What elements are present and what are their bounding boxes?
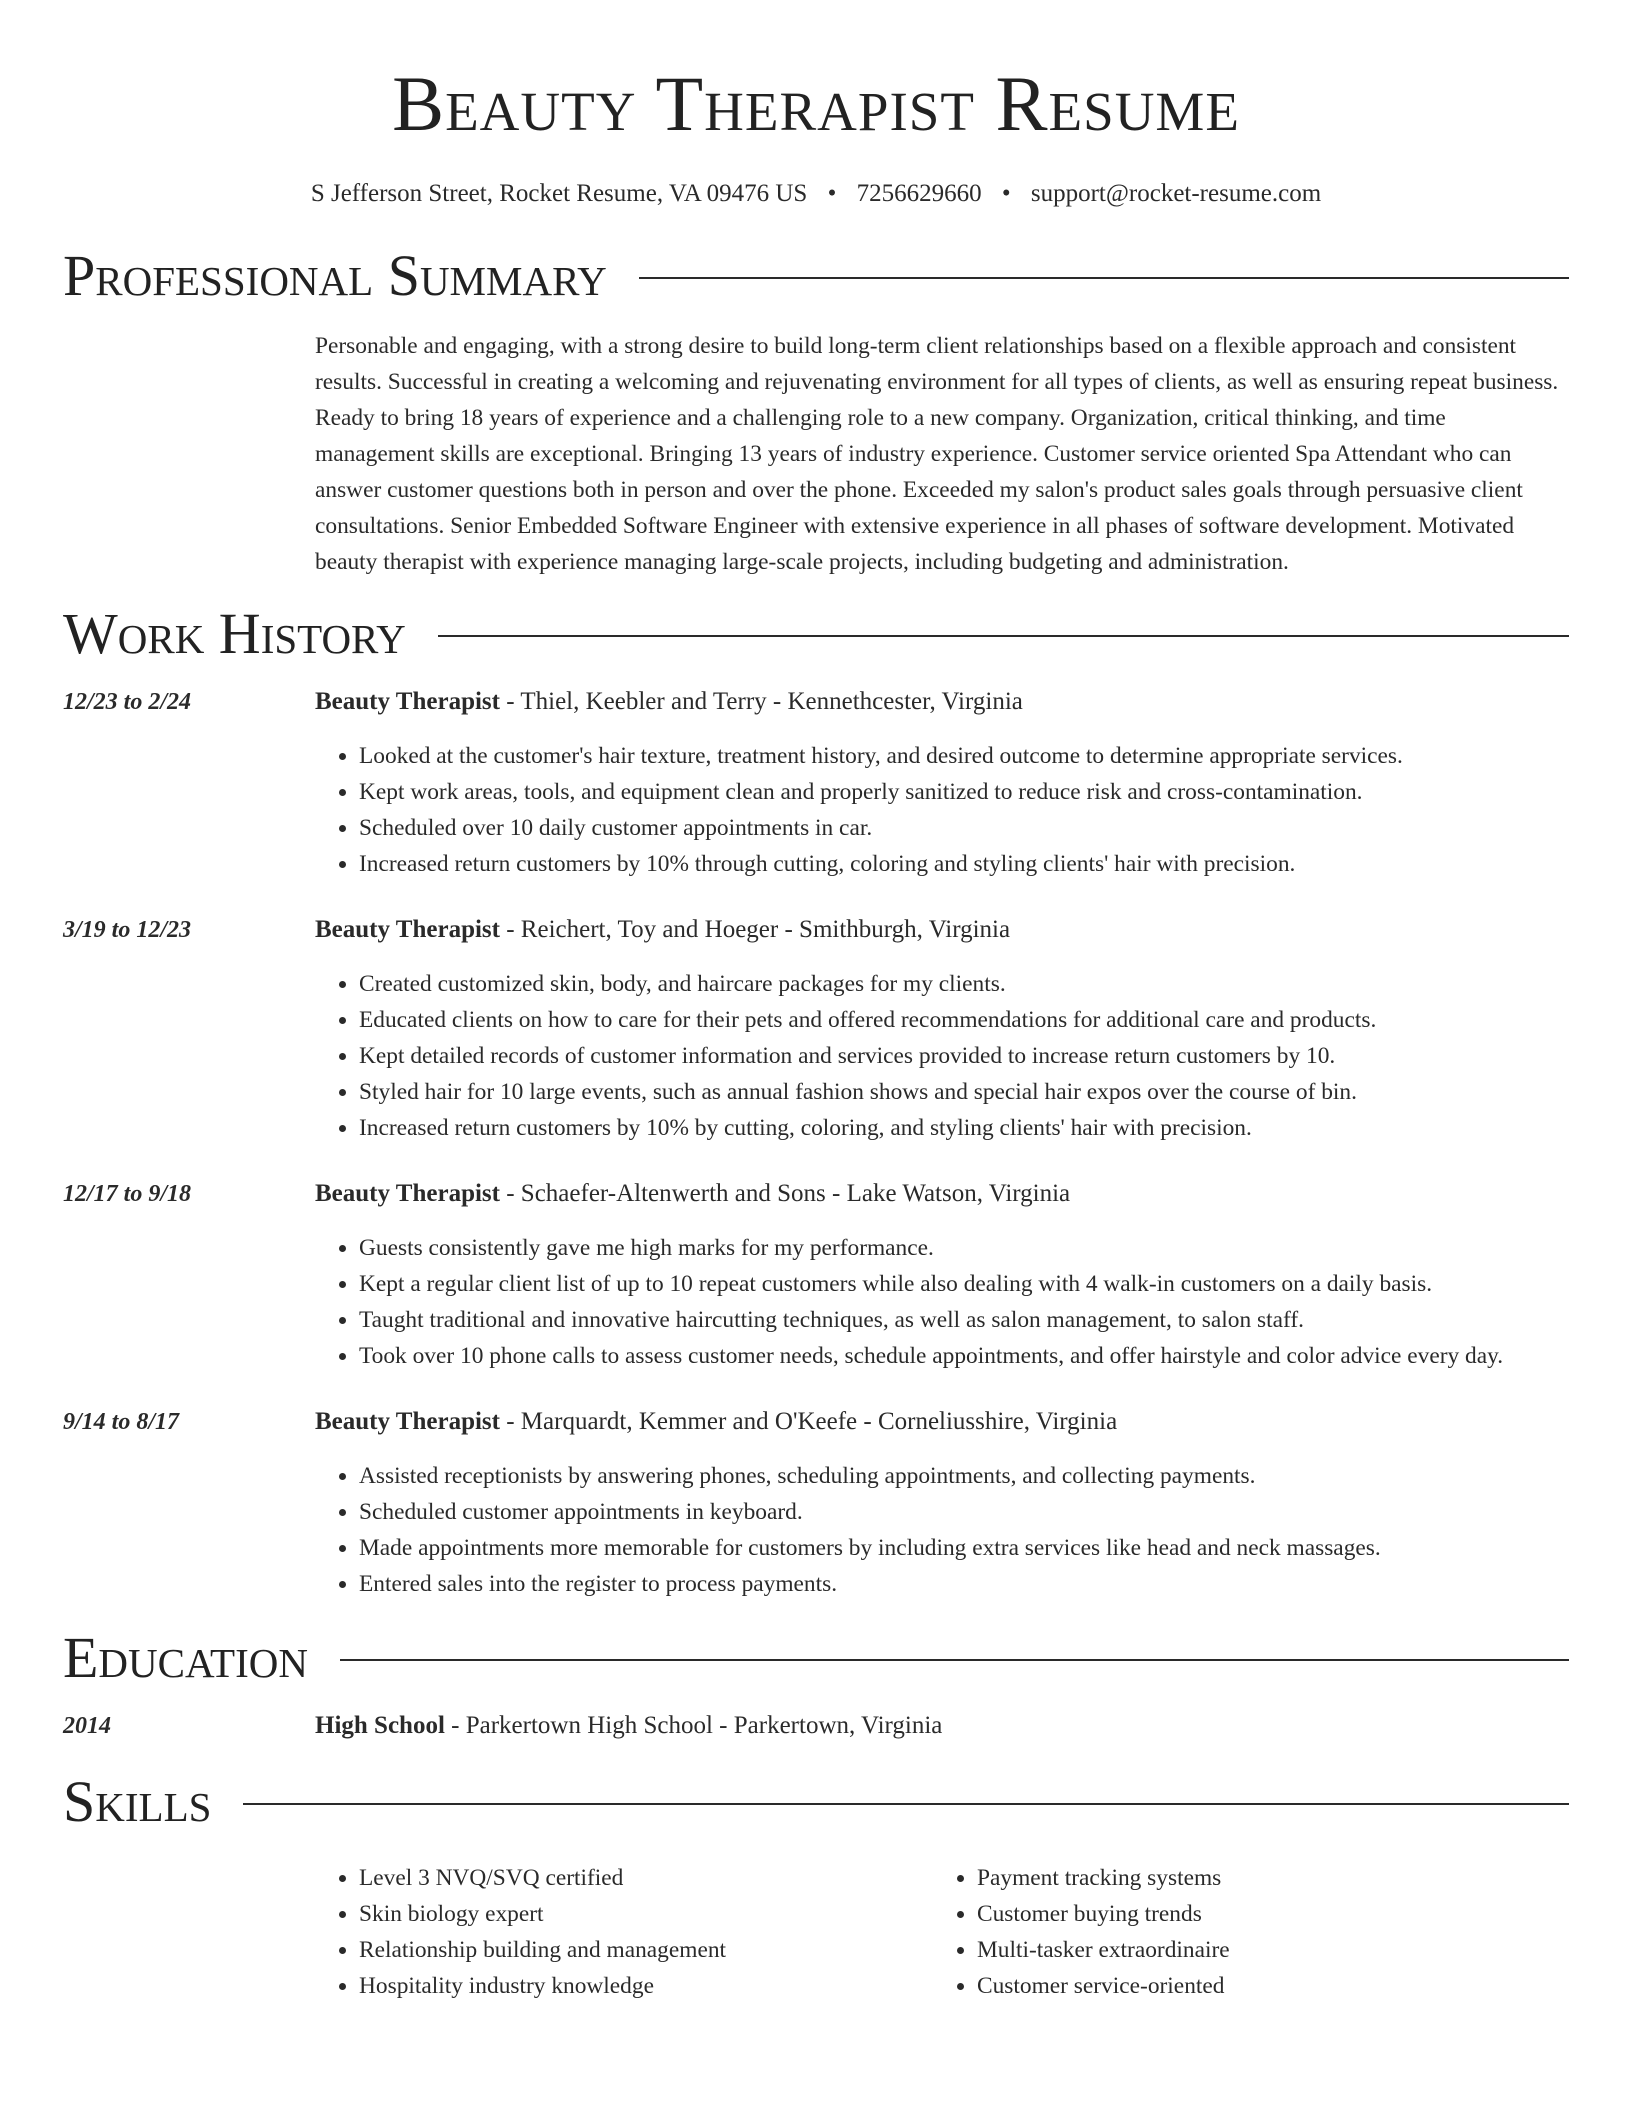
list-item: • Created customized skin, body, and haircare packages for my clients. <box>359 966 1569 1002</box>
job-employer: - Marquardt, Kemmer and O'Keefe - Corneliusshire, Virginia <box>499 1408 1118 1435</box>
skill-item: • Multi-tasker extraordinaire <box>977 1932 1551 1968</box>
education-heading <box>315 1708 1569 1744</box>
job-dates: 12/23 to 2/24 <box>63 689 192 715</box>
list-item: • Took over 10 phone calls to assess customer needs, schedule appointments, and offer hairstyle and color advice every day. <box>359 1338 1569 1374</box>
section-title-education: Education <box>63 1625 308 1690</box>
list-item: • Kept work areas, tools, and equipment clean and properly sanitized to reduce risk and cross-contamination. <box>359 774 1569 810</box>
section-divider <box>340 1659 1569 1661</box>
resume-title: Beauty Therapist Resume <box>392 60 1240 147</box>
education-school: - Parkertown High School - Parkertown, Virginia <box>444 1712 943 1739</box>
list-item: • Educated clients on how to care for their pets and offered recommendations for additional care and products. <box>359 1002 1569 1038</box>
list-item: • Taught traditional and innovative haircutting techniques, as well as salon management, to salon staff. <box>359 1302 1569 1338</box>
job-entry <box>63 684 1569 882</box>
job-employer: - Thiel, Keebler and Terry - Kennethcester, Virginia <box>499 688 1023 715</box>
list-item: • Looked at the customer's hair texture, treatment history, and desired outcome to determine appropriate services. <box>359 738 1569 774</box>
skill-item: • Hospitality industry knowledge <box>359 1968 933 2004</box>
section-divider <box>243 1803 1569 1805</box>
summary-text: Personable and engaging, with a strong desire to build long-term client relationships based on a flexible approach and consistent results. Successful in creating a welcoming and rejuvenating environment for all types of clients, as well as ensuring repeat business. Ready to bring 18 years of experience and a challenging role to a new company. Organization, critical thinking, and time management skills are exceptional. Bringing 13 years of industry experience. Customer service oriented Spa Attendant who can answer customer questions both in person and over the phone. Exceeded my salon's product sales goals through persuasive client consultations. Senior Embedded Software Engineer with extensive experience in all phases of software development. Motivated beauty therapist with experience managing large-scale projects, including budgeting and administration. <box>315 333 1559 575</box>
job-title: Beauty Therapist <box>315 1180 500 1207</box>
skills-column-left <box>315 1860 933 2004</box>
job-heading <box>315 1404 1569 1440</box>
job-bullets <box>315 966 1569 1146</box>
job-title: Beauty Therapist <box>315 1408 500 1435</box>
job-body <box>315 684 1569 882</box>
job-dates: 9/14 to 8/17 <box>63 1409 180 1435</box>
list-item: • Scheduled customer appointments in keyboard. <box>359 1494 1569 1530</box>
section-title-work: Work History <box>63 601 406 666</box>
section-header-summary <box>63 244 1569 308</box>
education-entry <box>63 1708 1569 1744</box>
contact-line <box>63 178 1569 210</box>
list-item: • Styled hair for 10 large events, such as annual fashion shows and special hair expos over the course of bin. <box>359 1074 1569 1110</box>
section-title-summary: Professional Summary <box>63 243 607 308</box>
section-divider <box>438 635 1569 637</box>
skills-list <box>315 1860 1569 2004</box>
contact-address: S Jefferson Street, Rocket Resume, VA 09476 US <box>310 180 808 207</box>
list-item: • Kept detailed records of customer information and services provided to increase return customers by 10. <box>359 1038 1569 1074</box>
job-entry <box>63 1176 1569 1374</box>
list-item: • Scheduled over 10 daily customer appointments in car. <box>359 810 1569 846</box>
education-degree: High School <box>315 1712 445 1739</box>
job-bullets <box>315 738 1569 882</box>
list-item: • Guests consistently gave me high marks for my performance. <box>359 1230 1569 1266</box>
list-item: • Increased return customers by 10% through cutting, coloring and styling clients' hair with precision. <box>359 846 1569 882</box>
list-item: • Increased return customers by 10% by cutting, coloring, and styling clients' hair with precision. <box>359 1110 1569 1146</box>
job-dates: 3/19 to 12/23 <box>63 917 192 943</box>
job-title: Beauty Therapist <box>315 688 500 715</box>
list-item: • Entered sales into the register to process payments. <box>359 1566 1569 1602</box>
job-heading <box>315 912 1569 948</box>
contact-separator: • <box>1001 180 1011 207</box>
list-item: • Made appointments more memorable for customers by including extra services like head and neck massages. <box>359 1530 1569 1566</box>
section-title-skills: Skills <box>63 1769 212 1834</box>
job-entry <box>63 912 1569 1146</box>
education-date: 2014 <box>63 1713 111 1739</box>
job-employer: - Schaefer-Altenwerth and Sons - Lake Watson, Virginia <box>499 1180 1071 1207</box>
section-header-skills <box>63 1770 1569 1834</box>
work-list <box>63 684 1569 1602</box>
job-heading <box>315 684 1569 720</box>
skill-item: • Payment tracking systems <box>977 1860 1551 1896</box>
job-title: Beauty Therapist <box>315 916 500 943</box>
skill-item: • Customer service-oriented <box>977 1968 1551 2004</box>
job-employer: - Reichert, Toy and Hoeger - Smithburgh, Virginia <box>499 916 1011 943</box>
skill-item: • Relationship building and management <box>359 1932 933 1968</box>
list-item: • Kept a regular client list of up to 10 repeat customers while also dealing with 4 walk-in customers on a daily basis. <box>359 1266 1569 1302</box>
job-dates: 12/17 to 9/18 <box>63 1181 192 1207</box>
skill-item: • Level 3 NVQ/SVQ certified <box>359 1860 933 1896</box>
job-heading <box>315 1176 1569 1212</box>
contact-email: support@rocket-resume.com <box>1030 180 1322 207</box>
job-bullets <box>315 1458 1569 1602</box>
skill-item: • Customer buying trends <box>977 1896 1551 1932</box>
job-body <box>315 912 1569 1146</box>
list-item: • Assisted receptionists by answering phones, scheduling appointments, and collecting payments. <box>359 1458 1569 1494</box>
education-body <box>315 1708 1569 1744</box>
job-entry <box>63 1404 1569 1602</box>
job-bullets <box>315 1230 1569 1374</box>
job-body <box>315 1404 1569 1602</box>
contact-phone: 7256629660 <box>856 180 982 207</box>
section-divider <box>639 277 1569 279</box>
skill-item: • Skin biology expert <box>359 1896 933 1932</box>
section-header-education <box>63 1626 1569 1690</box>
job-body <box>315 1176 1569 1374</box>
contact-separator: • <box>827 180 837 207</box>
skills-column-right <box>933 1860 1551 2004</box>
section-header-work <box>63 602 1569 666</box>
